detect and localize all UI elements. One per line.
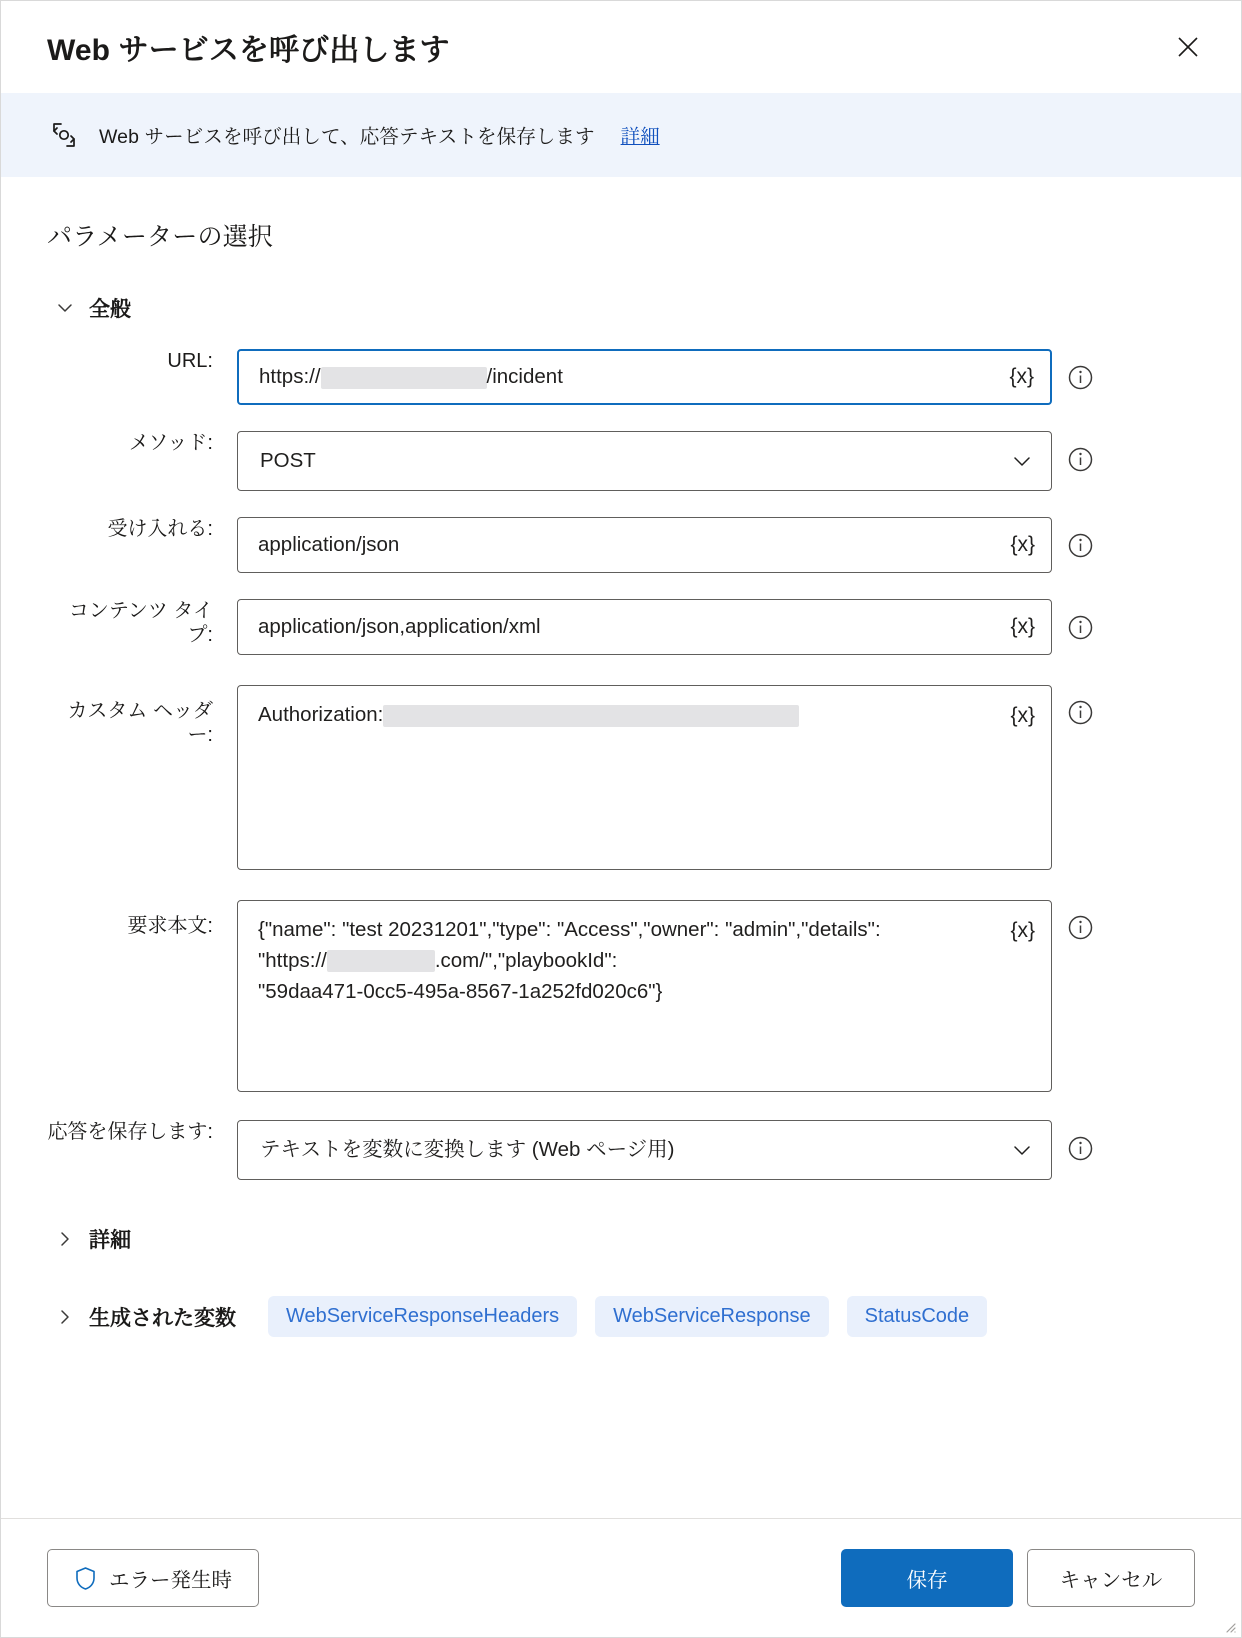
resize-grip[interactable]	[1222, 1619, 1236, 1633]
dialog-titlebar	[1, 1, 1241, 93]
request-body-line-2	[258, 946, 991, 977]
request-body-redacted-host	[327, 950, 435, 972]
save-label: 保存	[906, 1569, 948, 1592]
accept-variable-token-button[interactable]: {x}	[1010, 533, 1035, 556]
dialog-title: Web サービスを呼び出します	[47, 34, 450, 67]
group-advanced-label: 詳細	[89, 1229, 131, 1252]
group-generated-variables-toggle[interactable]	[55, 1296, 1195, 1337]
chevron-down-icon	[1011, 1139, 1033, 1161]
content-type-info-icon[interactable]	[1052, 599, 1108, 655]
request-body-line2-suffix: .com/","playbookId":	[434, 948, 618, 972]
request-body-line-1: {"name": "test 20231201","type": "Access","owner": "admin","details":	[258, 918, 881, 941]
cancel-button[interactable]	[1027, 1549, 1195, 1607]
field-row-url	[47, 349, 1195, 405]
dialog-body	[1, 177, 1241, 1518]
info-bar-text: Web サービスを呼び出して、応答テキストを保存します	[99, 126, 595, 148]
custom-headers-info-icon[interactable]	[1052, 685, 1108, 755]
custom-headers-redacted-token	[383, 705, 799, 727]
field-row-accept	[47, 517, 1195, 573]
save-response-label: 応答を保存します:	[47, 1121, 213, 1143]
request-body-textarea[interactable]	[237, 900, 1052, 1092]
on-error-button[interactable]	[47, 1549, 259, 1607]
on-error-label: エラー発生時	[109, 1569, 232, 1592]
custom-headers-textarea[interactable]	[237, 685, 1052, 870]
chevron-down-icon	[1011, 450, 1033, 472]
info-bar-learn-more-link[interactable]: 詳細	[620, 126, 660, 148]
chevron-right-icon	[55, 1229, 75, 1249]
url-label: URL:	[167, 350, 213, 372]
request-body-variable-token-button[interactable]: {x}	[1010, 919, 1035, 942]
request-body-line-3: "59daa471-0cc5-495a-8567-1a252fd020c6"}	[258, 979, 663, 1003]
url-value-prefix: https://	[259, 365, 321, 388]
group-general-toggle[interactable]	[55, 293, 1195, 323]
chevron-right-icon	[55, 1307, 75, 1327]
method-info-icon[interactable]	[1052, 431, 1108, 487]
url-input[interactable]	[237, 349, 1052, 405]
field-row-custom-headers	[47, 685, 1195, 870]
cancel-label: キャンセル	[1059, 1569, 1163, 1592]
custom-headers-label: カスタム ヘッダー:	[67, 700, 213, 746]
group-generated-variables-label: 生成された変数	[89, 1306, 236, 1330]
method-value: POST	[260, 449, 316, 472]
content-type-value: application/json,application/xml	[258, 615, 541, 638]
url-variable-token-button[interactable]: {x}	[1009, 365, 1034, 388]
accept-value: application/json	[258, 533, 400, 556]
custom-headers-variable-token-button[interactable]: {x}	[1010, 704, 1035, 727]
content-type-label: コンテンツ タイプ:	[68, 600, 213, 646]
save-response-select[interactable]	[237, 1120, 1052, 1180]
content-type-variable-token-button[interactable]: {x}	[1010, 615, 1035, 638]
shield-icon	[74, 1566, 97, 1591]
field-row-method	[47, 431, 1195, 491]
field-row-save-response	[47, 1120, 1195, 1180]
page-title: パラメーターの選択	[47, 223, 274, 251]
variable-chip[interactable]: WebServiceResponseHeaders	[268, 1296, 577, 1337]
url-info-icon[interactable]	[1052, 349, 1108, 405]
group-advanced-toggle[interactable]	[55, 1224, 1195, 1254]
close-icon[interactable]	[1165, 24, 1211, 70]
dialog-footer	[1, 1518, 1241, 1637]
generated-variable-chips	[268, 1296, 987, 1337]
method-select[interactable]	[237, 431, 1052, 491]
save-response-value: テキストを変数に変換します (Web ページ用)	[260, 1138, 675, 1161]
request-body-label: 要求本文:	[127, 915, 213, 937]
request-body-info-icon[interactable]	[1052, 900, 1108, 970]
field-row-request-body	[47, 900, 1195, 1092]
url-value-suffix: /incident	[486, 365, 563, 388]
method-label: メソッド:	[129, 432, 213, 454]
variable-chip[interactable]: WebServiceResponse	[595, 1296, 829, 1337]
accept-label: 受け入れる:	[107, 518, 213, 540]
content-type-input[interactable]	[237, 599, 1052, 655]
web-service-icon	[47, 118, 81, 152]
accept-input[interactable]	[237, 517, 1052, 573]
custom-headers-value-prefix: Authorization:	[258, 703, 384, 726]
variable-chip[interactable]: StatusCode	[847, 1296, 988, 1337]
group-general-label: 全般	[89, 298, 131, 321]
url-redacted-host	[321, 367, 487, 389]
field-row-content-type	[47, 599, 1195, 655]
accept-info-icon[interactable]	[1052, 517, 1108, 573]
save-response-info-icon[interactable]	[1052, 1120, 1108, 1176]
request-body-line2-prefix: "https://	[258, 948, 327, 972]
info-bar	[1, 93, 1241, 177]
chevron-down-icon	[55, 298, 75, 318]
save-button[interactable]	[841, 1549, 1013, 1607]
